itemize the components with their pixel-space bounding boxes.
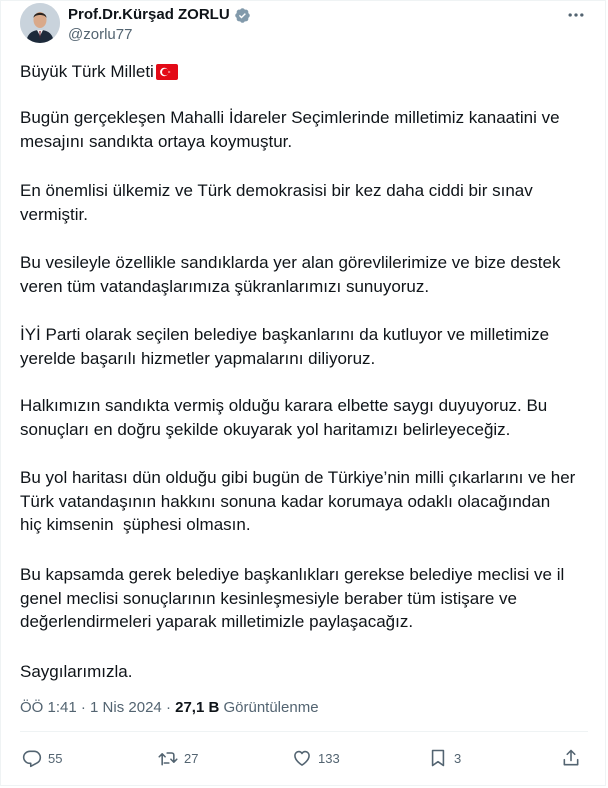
meta-separator: · (165, 699, 171, 716)
like-count: 133 (318, 750, 340, 766)
like-button[interactable] (292, 746, 340, 770)
tweet-time[interactable]: ÖÖ 1:41 (20, 699, 77, 716)
retweet-count: 27 (184, 750, 199, 766)
bookmark-icon (428, 748, 448, 768)
tweet-paragraph: En önemlisi ülkemiz ve Türk demokrasisi bir kez daha ciddi bir sınav vermiştir. (20, 181, 533, 224)
more-dots-icon (566, 5, 586, 25)
views-label: Görüntülenme (223, 699, 319, 716)
reply-icon (22, 748, 42, 768)
author-row (68, 6, 251, 24)
tweet-paragraph: İYİ Parti olarak seçilen belediye başkanlarını da kutluyor ve milletimize yerelde başarılı hizmetler yapmalarını diliyoruz. (20, 325, 550, 368)
tweet-paragraph: Saygılarımızla. (20, 662, 133, 681)
turkey-flag-icon (156, 64, 178, 80)
verified-badge-icon[interactable] (234, 7, 251, 24)
divider (20, 731, 588, 732)
heart-icon (292, 748, 312, 768)
tweet-paragraph: Bu yol haritası dün olduğu gibi bugün de Türkiye’nin milli çıkarlarını ve her Türk vatandaşının hakkını sonuna kadar korumaya odaklı olacağından hiç kimsenin şüphesi olmasın. (20, 468, 576, 534)
action-bar (20, 746, 590, 770)
reply-count: 55 (48, 750, 63, 766)
tweet-paragraph: Bu vesileyle özellikle sandıklarda yer alan görevlilerimize ve bize destek veren tüm vatandaşlarımıza şükranlarımızı sunuyoruz. (20, 253, 561, 296)
author-name[interactable]: Prof.Dr.Kürşad ZORLU (68, 6, 230, 23)
tweet-paragraph: Bu kapsamda gerek belediye başkanlıkları gerekse belediye meclisi ve il genel meclisi sonuçlarının kesinleşmesiyle beraber tüm istişare ve değerlendirmeleri yaparak milletimizle paylaşacağız. (20, 565, 565, 631)
meta-separator: · (80, 699, 86, 716)
avatar[interactable] (20, 3, 60, 43)
share-icon (561, 748, 581, 768)
tweet-greeting (20, 60, 178, 84)
bookmark-count: 3 (454, 750, 462, 766)
reply-button[interactable] (22, 746, 62, 770)
retweet-button[interactable] (158, 746, 198, 770)
share-button[interactable] (561, 746, 581, 770)
greeting-text: Büyük Türk Milleti (20, 62, 154, 81)
avatar-photo-icon (20, 3, 60, 43)
tweet-date[interactable]: 1 Nis 2024 (90, 699, 162, 716)
tweet-meta (20, 699, 319, 717)
tweet-paragraph: Halkımızın sandıkta vermiş olduğu karara elbette saygı duyuyoruz. Bu sonuçları en doğru şekilde okuyarak yol haritamızı belirleyeceğiz. (20, 396, 548, 439)
views-count: 27,1 B (175, 699, 220, 716)
author-handle[interactable]: @zorlu77 (68, 26, 133, 43)
bookmark-button[interactable] (428, 746, 461, 770)
tweet-paragraph: Bugün gerçekleşen Mahalli İdareler Seçimlerinde milletimiz kanaatini ve mesajını sandıkta ortaya koymuştur. (20, 108, 560, 151)
more-options-button[interactable] (565, 6, 587, 24)
retweet-icon (158, 748, 178, 768)
